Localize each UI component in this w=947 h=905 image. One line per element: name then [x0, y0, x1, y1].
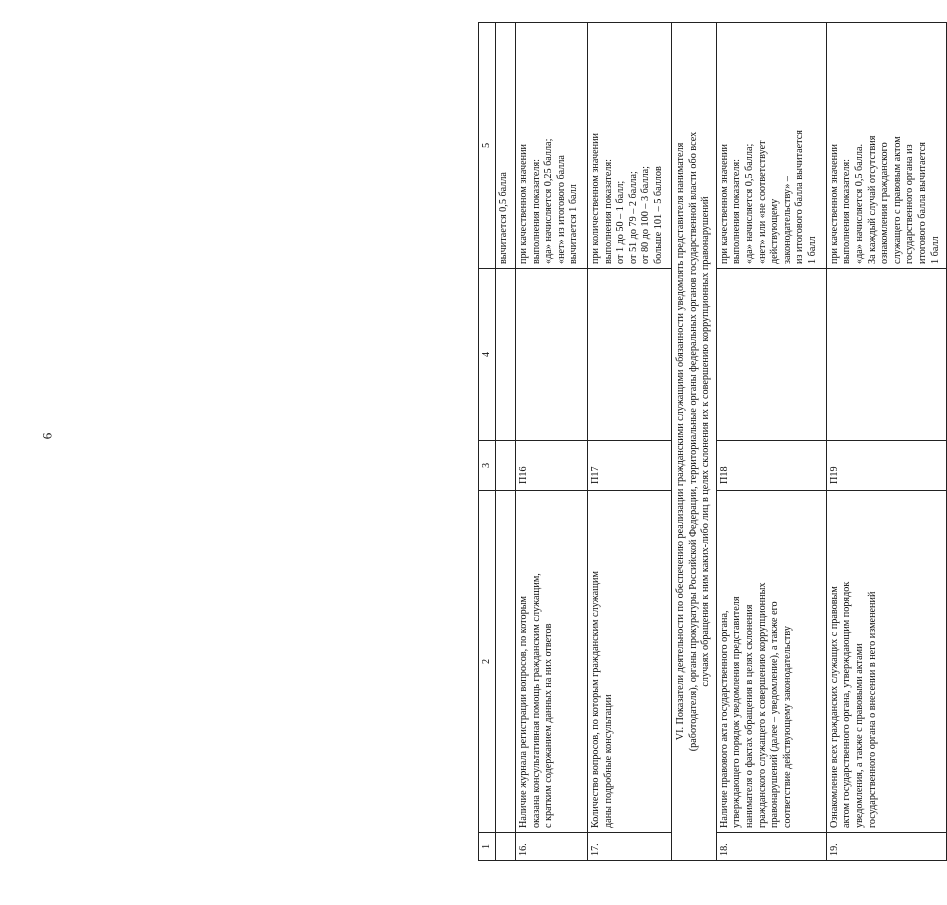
- indicator-code: П17: [588, 441, 672, 491]
- table-row: [716, 23, 826, 861]
- row-number: 17.: [588, 833, 672, 861]
- indicator-value: [588, 269, 672, 441]
- indicator-text: Ознакомление всех гражданских служащих с правовым актом государственного органа, утверждающим порядок уведомления, а также с правовыми актами государственного органа о внесении в него изменений: [826, 491, 946, 833]
- table-row: [588, 23, 672, 861]
- previous-row-tail: вычитается 0,5 балла: [496, 23, 516, 269]
- indicator-text: Наличие правового акта государственного органа, утверждающего порядок уведомления представителя нанимателя о фактах обращения в целях склонения гражданского служащего к совершению коррупционных правонарушений (далее – уведомление), а также его соответствие действующему законодательству: [716, 491, 826, 833]
- indicator-code: П16: [516, 441, 588, 491]
- table-row: [516, 23, 588, 861]
- column-header-3: 3: [479, 441, 496, 491]
- column-header-5: 5: [479, 23, 496, 269]
- indicator-code: П19: [826, 441, 946, 491]
- page-number: 6: [39, 432, 55, 440]
- indicators-table: [478, 22, 947, 861]
- row-number: 19.: [826, 833, 946, 861]
- column-header-1: 1: [479, 833, 496, 861]
- section-heading-row: [672, 23, 717, 861]
- column-header-4: 4: [479, 269, 496, 441]
- rotated-table-wrapper: [478, 23, 941, 861]
- scoring-rule: при качественном значении выполнения показателя: «да» начисляется 0,25 балла; «нет» из итогового балла вычитается 1 балл: [516, 23, 588, 269]
- indicator-text: Наличие журнала регистрации вопросов, по которым оказана консультативная помощь гражданским служащим, с кратким содержанием данных на них ответов: [516, 491, 588, 833]
- scoring-rule: при качественном значении выполнения показателя: «да» начисляется 0,5 балла; «нет» или «не соответствует действующему законодательству» – из итогового балла вычитается 1 балл: [716, 23, 826, 269]
- column-number-row: [479, 23, 496, 861]
- indicator-value: [716, 269, 826, 441]
- indicator-code: П18: [716, 441, 826, 491]
- section-heading: VI. Показатели деятельности по обеспечению реализации гражданскими служащими обязанности уведомлять представителя нанимателя (работодателя), органы прокуратуры Российской Федерации, территориальные органы федеральных органов государственной власти обо всех случаях обращения к ним каких-либо лиц в целях склонения их к совершению коррупционных правонарушений: [672, 23, 717, 861]
- indicator-text: Количество вопросов, по которым гражданским служащим даны подробные консультации: [588, 491, 672, 833]
- indicator-value: [516, 269, 588, 441]
- column-header-2: 2: [479, 491, 496, 833]
- indicator-value: [826, 269, 946, 441]
- row-number: 18.: [716, 833, 826, 861]
- table-row: [826, 23, 946, 861]
- scoring-rule: при качественном значении выполнения показателя: «да» начисляется 0,5 балла. За каждый случай отсутствия ознакомления гражданского служащего с правовым актом государственного органа из итогового балла вычитается 1 балл: [826, 23, 946, 269]
- scoring-rule: при количественном значении выполнения показателя: от 1 до 50 – 1 балл; от 51 до 79 – 2 балла; от 80 до 100 – 3 балла; больше 101 – 5 баллов: [588, 23, 672, 269]
- continuation-row: [496, 23, 516, 861]
- row-number: 16.: [516, 833, 588, 861]
